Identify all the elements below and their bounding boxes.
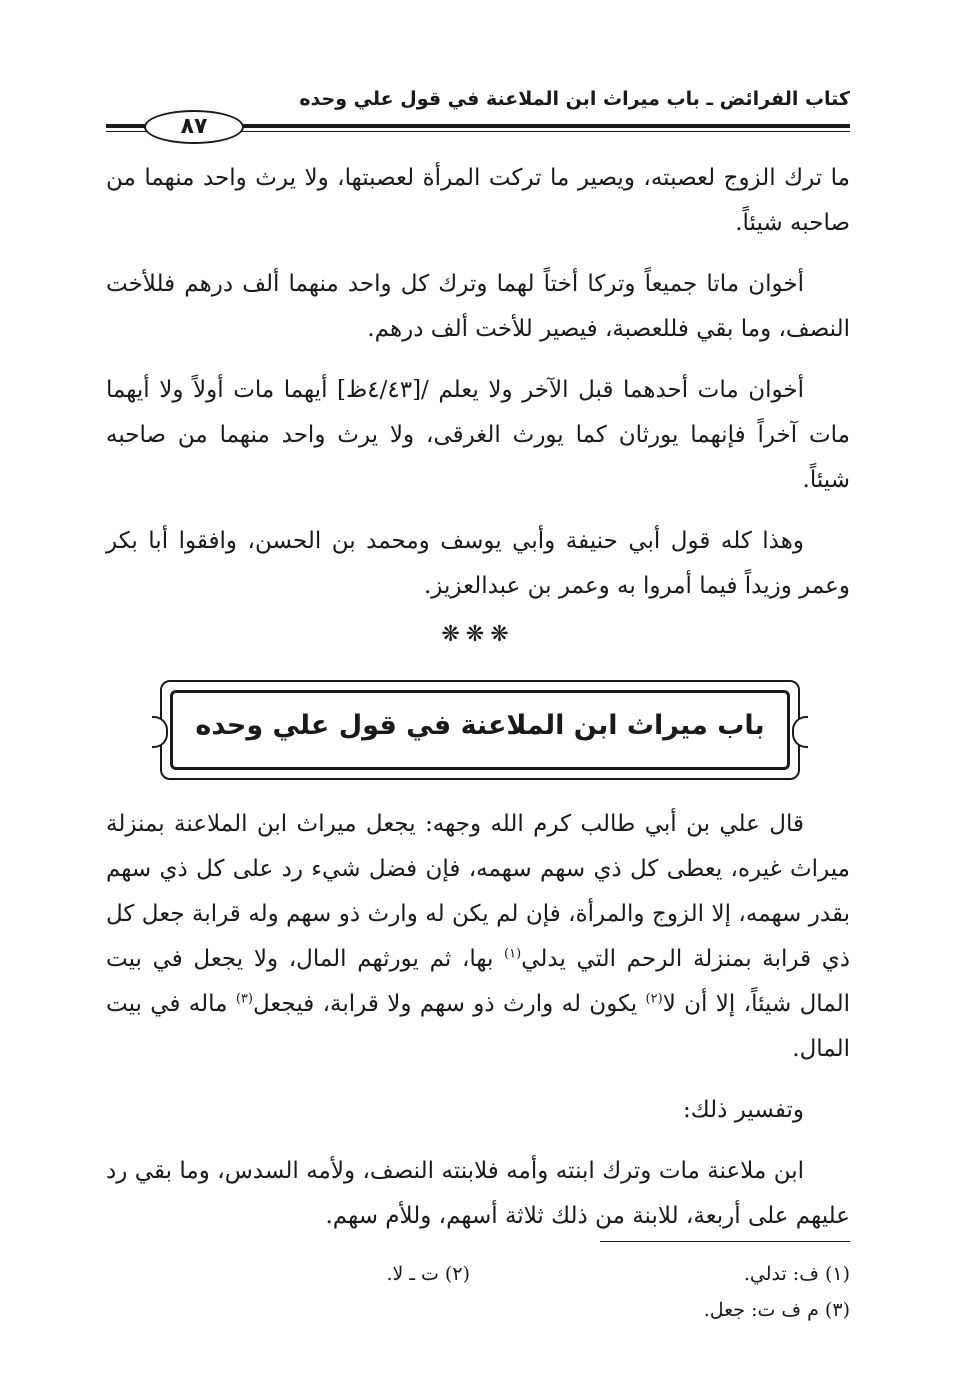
main-paragraph-part1: قال علي بن أبي طالب كرم الله وجهه: يجعل ميراث ابن الملاعنة بمنزلة ميراث غيره، يعطى كل ذي سهم سهمه، فإن فضل شيء رد على كل ذي سهم بقدر سهمه، إلا الزوج والمرأة، فإن لم يكن له وارث ذو سهم وله قرابة جعل كل ذي قرابة بمنزلة الرحم التي يدلي [106, 811, 850, 972]
main-paragraph [106, 802, 850, 1072]
footnote-2: (٢) ت ـ لا. [386, 1263, 470, 1285]
section-separator: ❋❋❋ [441, 622, 515, 647]
explanation-heading: وتفسير ذلك: [683, 1097, 804, 1123]
footnote-rule [600, 1241, 850, 1242]
paragraph-3: أخوان مات أحدهما قبل الآخر ولا يعلم /[٤/٤٣ظ] أيهما مات أولاً ولا أيهما مات آخراً فإنهما يورثان كما يورث الغرقى، ولا يرث واحد منهما من صاحبه شيئاً. [106, 377, 850, 493]
top-text-block [106, 156, 850, 625]
chapter-title: باب ميراث ابن الملاعنة في قول علي وحده [195, 710, 765, 741]
bottom-text-block [106, 802, 850, 1255]
main-paragraph-part3: يكون له وارث ذو سهم ولا قرابة، فيجعل [252, 991, 646, 1017]
footnote-1: (١) ف: تدلي. [743, 1263, 850, 1285]
footnote-row [106, 1256, 850, 1292]
footnote-ref-1: (١) [504, 946, 522, 962]
main-paragraph-part4: ماله في بيت المال. [106, 991, 850, 1062]
last-paragraph: ابن ملاعنة مات وترك ابنته وأمه فلابنته النصف، ولأمه السدس، وما بقي رد عليهم على أربعة، للابنة من ذلك ثلاثة أسهم، وللأم سهم. [106, 1158, 850, 1229]
paragraph-4: وهذا كله قول أبي حنيفة وأبي يوسف ومحمد بن الحسن، وافقوا أبا بكر وعمر وزيداً فيما أمروا به وعمر بن عبدالعزيز. [106, 528, 850, 599]
paragraph-2: أخوان ماتا جميعاً وتركا أختاً لهما وترك كل واحد منهما ألف درهم فللأخت النصف، وما بقي فللعصبة، فيصير للأخت ألف درهم. [106, 271, 850, 342]
running-header [106, 82, 850, 139]
footnote-ref-2: (٢) [645, 991, 663, 1007]
main-paragraph-part2: بها، ثم يورثهم المال، ولا يجعل في بيت المال شيئاً، إلا أن لا [106, 946, 850, 1017]
footnote-ref-3: (٣) [235, 991, 253, 1007]
footnotes [106, 1256, 850, 1328]
footnote-3: (٣) م ف ت: جعل. [703, 1299, 850, 1321]
paragraph-1: ما ترك الزوج لعصبته، ويصير ما تركت المرأة لعصبتها، ولا يرث واحد منهما من صاحبه شيئاً. [106, 165, 850, 236]
page-number: ٨٧ [144, 110, 244, 144]
footnote-row [106, 1292, 850, 1328]
chapter-title-frame [160, 680, 800, 780]
running-title: كتاب الفرائض ـ باب ميراث ابن الملاعنة في قول علي وحده [299, 88, 850, 110]
